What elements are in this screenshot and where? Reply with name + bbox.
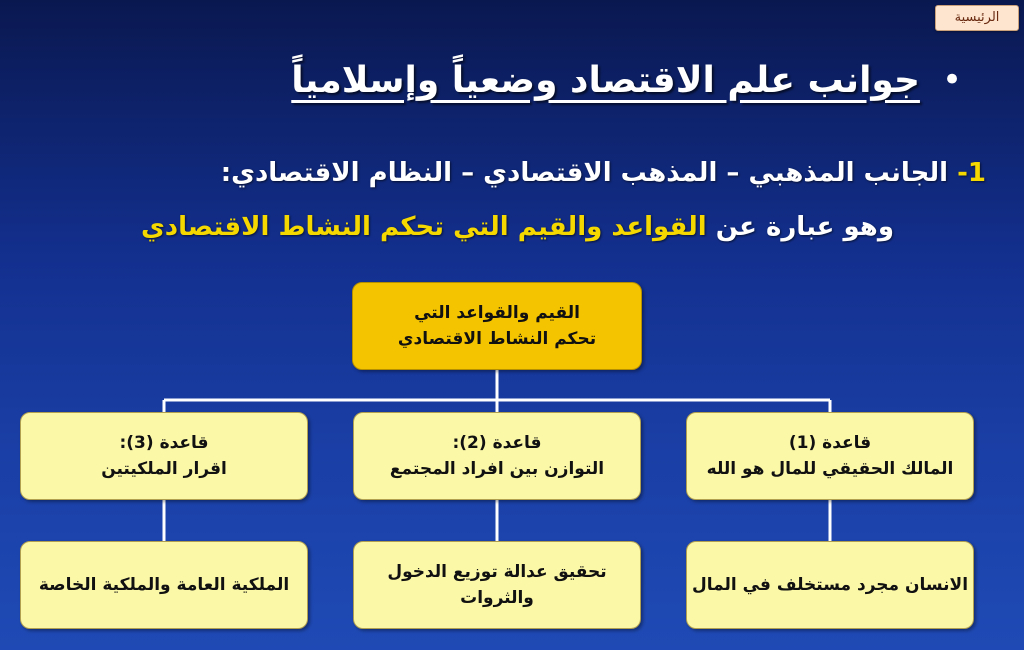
description-lead: وهو عبارة عن [715,212,894,242]
root-line-1: القيم والقواعد التي [414,303,580,323]
rule-1-title: قاعدة (1) [788,433,872,453]
home-button[interactable]: الرئيسية [935,5,1019,31]
rule-1-box [686,412,974,500]
detail-2-box [353,541,641,629]
detail-3-text: الملكية العامة والملكية الخاصة [38,575,290,595]
rule-3-text: اقرار الملكيتين [101,459,227,479]
root-box [352,282,642,370]
detail-2-text: تحقيق عدالة توزيع الدخول والثروات [387,562,607,608]
detail-3-box [20,541,308,629]
root-line-2: تحكم النشاط الاقتصادي [397,329,597,349]
description-highlight: القواعد والقيم التي تحكم النشاط الاقتصادي [140,212,707,242]
rule-2-text: التوازن بين افراد المجتمع [389,459,605,479]
rule-1-text: المالك الحقيقي للمال هو الله [706,459,954,479]
rule-3-box [20,412,308,500]
page-title: جوانب علم الاقتصاد وضعياً وإسلامياً [291,59,920,101]
rule-2-box [353,412,641,500]
detail-1-text: الانسان مجرد مستخلف في المال [691,575,969,595]
bullet-icon: • [941,60,962,100]
rule-3-title: قاعدة (3): [119,433,209,453]
rule-2-title: قاعدة (2): [452,433,542,453]
detail-1-box [686,541,974,629]
section-number: 1- [957,158,986,188]
section-heading-text: الجانب المذهبي – المذهب الاقتصادي – النظام الاقتصادي: [220,158,949,188]
